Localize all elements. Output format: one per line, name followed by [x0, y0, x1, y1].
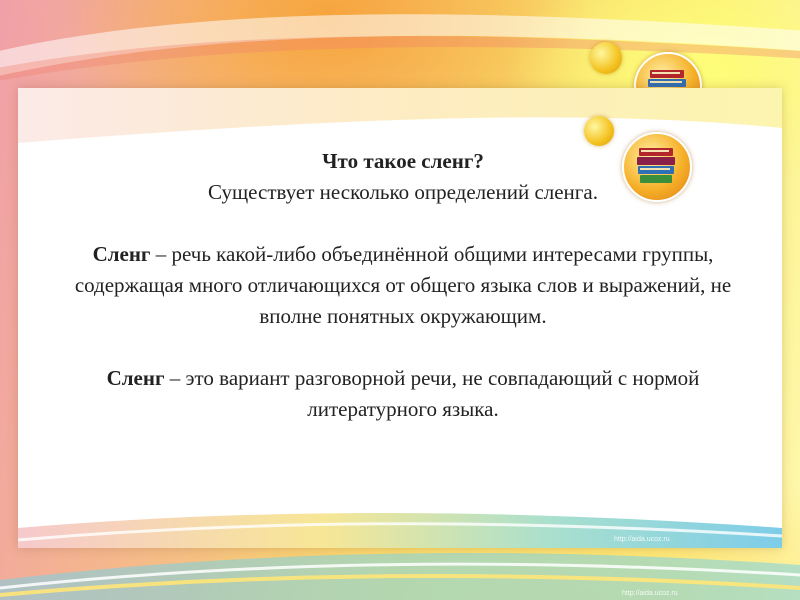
watermark-outer: http://aida.ucoz.ru — [622, 590, 678, 597]
definition-term: Сленг — [92, 242, 151, 266]
definition-text: – это вариант разговорной речи, не совпадающий с нормой литературного языка. — [164, 366, 700, 421]
decorative-bubble — [584, 116, 614, 146]
definition-text: – речь какой-либо объединённой общими интересами группы, содержащая много отличающихся от общего языка слов и выражений, не вполне понятных окружающим. — [74, 242, 732, 328]
slide-title: Что такое сленг? — [322, 149, 484, 173]
slide-subtitle: Существует несколько определений сленга. — [208, 180, 598, 204]
definition-2 — [48, 363, 758, 425]
slide-content — [48, 146, 758, 456]
slide-panel — [18, 88, 782, 548]
definition-1 — [48, 239, 758, 332]
watermark-inner: http://aida.ucoz.ru — [614, 536, 670, 543]
decorative-bubble — [590, 42, 622, 74]
definition-term: Сленг — [106, 366, 165, 390]
bottom-decorative-swoosh — [0, 540, 800, 600]
